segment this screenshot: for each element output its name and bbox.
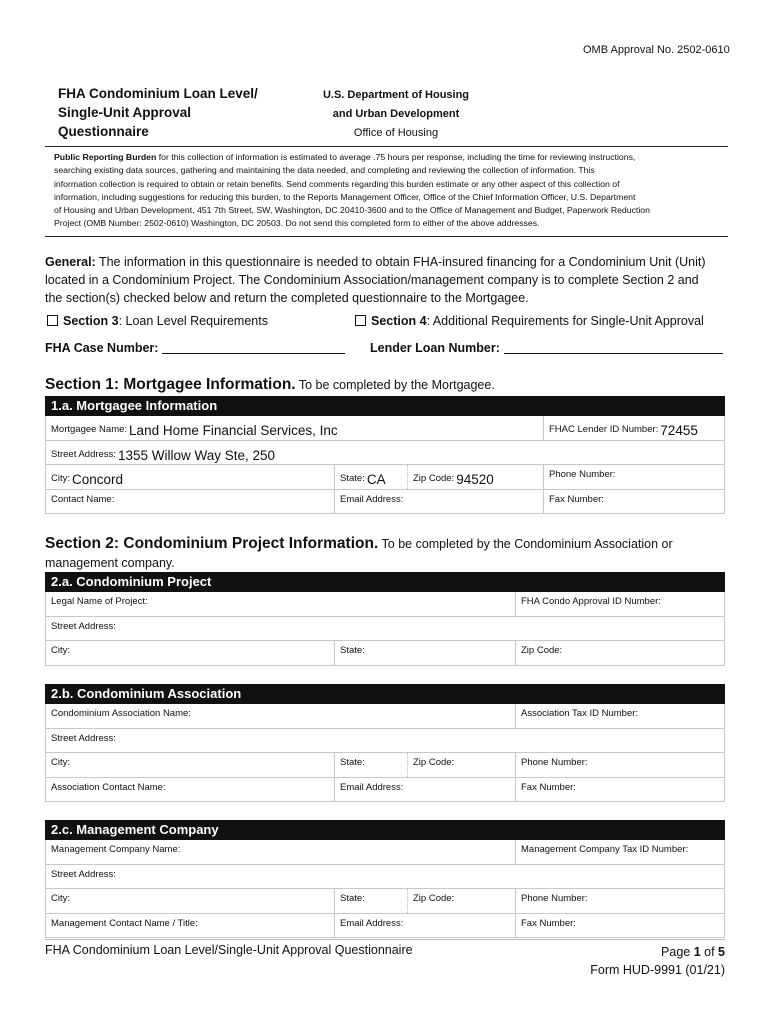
- association-phone-label: Phone Number:: [521, 757, 588, 768]
- mortgagee-zip-cell[interactable]: [407, 465, 543, 489]
- section4-text: : Additional Requirements for Single-Unit Approval: [426, 314, 704, 328]
- association-phone-cell[interactable]: [515, 753, 724, 777]
- mortgagee-street-label: Street Address:: [51, 448, 116, 460]
- section2a-bar: 2.a. Condominium Project: [45, 572, 725, 592]
- project-row-1: [46, 592, 724, 617]
- burden-line-5: of Housing and Urban Development, 451 7th Street, SW, Washington, DC 20410-3600 and to the Office of Management and Budget, Paperwork Reduction: [54, 205, 650, 216]
- management-name-label: Management Company Name:: [51, 844, 181, 855]
- burden-line-3: information collection is required to obtain or retain benefits. Send comments regarding this burden estimate or any other aspect of this collection of: [54, 178, 620, 189]
- association-name-cell[interactable]: [46, 704, 515, 728]
- page-current: 1: [693, 945, 701, 959]
- project-legal-name-cell[interactable]: [46, 592, 515, 616]
- management-row-1: [46, 840, 724, 865]
- mortgagee-state-cell[interactable]: [334, 465, 407, 489]
- agency-block: [300, 86, 492, 143]
- management-company-table: [45, 840, 725, 938]
- mortgagee-name-label: Mortgagee Name:: [51, 424, 128, 435]
- section3-option: [47, 314, 268, 328]
- mortgagee-email-cell[interactable]: [334, 490, 543, 514]
- section3-bold: Section 3: [63, 314, 119, 328]
- omb-approval-number: OMB Approval No. 2502-0610: [583, 44, 730, 56]
- mortgagee-zip-value: 94520: [456, 472, 494, 487]
- burden-text-1: for this collection of information is estimated to average .75 hours per response, including the time for reviewing instructions,: [156, 152, 636, 162]
- mortgagee-contact-label: Contact Name:: [51, 493, 115, 505]
- agency-line-3: Office of Housing: [353, 127, 439, 139]
- management-name-cell[interactable]: [46, 840, 515, 864]
- association-fax-cell[interactable]: [515, 778, 724, 802]
- burden-label: Public Reporting Burden: [54, 152, 157, 162]
- management-zip-cell[interactable]: [407, 889, 515, 913]
- management-city-cell[interactable]: [46, 889, 334, 913]
- fha-case-number-label: FHA Case Number:: [45, 341, 159, 355]
- mortgagee-fax-label: Fax Number:: [549, 493, 604, 505]
- project-state-cell[interactable]: [334, 641, 515, 665]
- project-zip-cell[interactable]: [515, 641, 724, 665]
- section3-text: : Loan Level Requirements: [118, 314, 268, 328]
- project-row-2: [46, 617, 724, 642]
- condo-project-table: [45, 592, 725, 666]
- association-row-3: [46, 753, 724, 778]
- management-contact-label: Management Contact Name / Title:: [51, 917, 198, 929]
- association-zip-cell[interactable]: [407, 753, 515, 777]
- lender-loan-number-label: Lender Loan Number:: [370, 341, 500, 355]
- mortgagee-zip-label: Zip Code:: [413, 473, 455, 484]
- fha-case-number-input[interactable]: [162, 342, 345, 354]
- lender-id-value: 72455: [660, 423, 698, 438]
- association-email-cell[interactable]: [334, 778, 515, 802]
- lender-id-label: FHAC Lender ID Number:: [549, 424, 659, 435]
- management-zip-label: Zip Code:: [413, 893, 455, 904]
- association-zip-label: Zip Code:: [413, 757, 455, 768]
- agency-line-2: and Urban Development: [332, 108, 460, 120]
- fha-case-number-field: [45, 341, 345, 355]
- project-row-3: [46, 641, 724, 666]
- mortgagee-info-table: [45, 416, 725, 514]
- mortgagee-city-value: Concord: [72, 472, 124, 487]
- project-condo-id-cell[interactable]: [515, 592, 724, 616]
- management-street-cell[interactable]: [46, 865, 724, 889]
- general-line-3: the section(s) checked below and return the completed questionnaire to the Mortgagee.: [45, 291, 529, 305]
- mortgagee-row-1: [46, 416, 724, 441]
- association-city-label: City:: [51, 757, 70, 768]
- section2-heading: [45, 534, 673, 554]
- management-row-4: [46, 914, 724, 939]
- management-state-label: State:: [340, 893, 365, 904]
- management-fax-label: Fax Number:: [521, 917, 576, 929]
- mortgagee-city-label: City:: [51, 473, 70, 484]
- burden-line-6: Project (OMB Number: 2502-0610) Washington, DC 20503. Do not send this completed form to either of the above addresses.: [54, 218, 540, 229]
- section1-note: To be completed by the Mortgagee.: [295, 378, 495, 392]
- project-city-cell[interactable]: [46, 641, 334, 665]
- form-title-line-2: Single-Unit Approval: [58, 105, 192, 120]
- association-city-cell[interactable]: [46, 753, 334, 777]
- management-tax-id-cell[interactable]: [515, 840, 724, 864]
- general-line-2: located in a Condominium Project. The Condominium Association/management company is to complete Section 2 and: [45, 273, 699, 287]
- section4-bold: Section 4: [371, 314, 427, 328]
- section3-checkbox[interactable]: [47, 315, 58, 326]
- project-zip-label: Zip Code:: [521, 645, 563, 656]
- lender-loan-number-field: [370, 341, 723, 355]
- mortgagee-row-3: [46, 465, 724, 490]
- mortgagee-name-cell[interactable]: [46, 416, 543, 440]
- footer-form-id: Form HUD-9991 (01/21): [590, 963, 725, 977]
- mortgagee-contact-cell[interactable]: [46, 490, 334, 514]
- management-city-label: City:: [51, 893, 70, 904]
- association-row-2: [46, 729, 724, 754]
- section2c-bar: 2.c. Management Company: [45, 820, 725, 840]
- page-total: 5: [718, 945, 725, 959]
- mortgagee-name-value: Land Home Financial Services, Inc: [129, 423, 338, 438]
- management-state-cell[interactable]: [334, 889, 407, 913]
- management-tax-id-label: Management Company Tax ID Number:: [521, 844, 689, 855]
- public-reporting-burden: [45, 146, 728, 237]
- mortgagee-phone-cell[interactable]: [543, 465, 724, 489]
- form-title-line-3: Questionnaire: [58, 124, 149, 139]
- section4-checkbox[interactable]: [355, 315, 366, 326]
- association-tax-id-cell[interactable]: [515, 704, 724, 728]
- management-contact-cell[interactable]: [46, 914, 334, 938]
- condo-association-table: [45, 704, 725, 802]
- page-of: of: [700, 945, 719, 959]
- project-street-cell[interactable]: [46, 617, 724, 641]
- mortgagee-fax-cell[interactable]: [543, 490, 724, 514]
- management-phone-cell[interactable]: [515, 889, 724, 913]
- project-legal-name-label: Legal Name of Project:: [51, 596, 148, 607]
- mortgagee-row-4: [46, 490, 724, 515]
- association-name-label: Condominium Association Name:: [51, 708, 191, 719]
- page-prefix: Page: [661, 945, 694, 959]
- management-email-label: Email Address:: [340, 917, 404, 929]
- project-state-label: State:: [340, 645, 365, 656]
- agency-line-1: U.S. Department of Housing: [322, 89, 470, 101]
- burden-line-1: [54, 151, 718, 164]
- section1-heading: [45, 376, 495, 394]
- association-fax-label: Fax Number:: [521, 781, 576, 793]
- mortgagee-row-2: [46, 441, 724, 466]
- footer-page-info: [560, 943, 725, 979]
- management-fax-cell[interactable]: [515, 914, 724, 938]
- section2b-bar: 2.b. Condominium Association: [45, 684, 725, 704]
- project-street-label: Street Address:: [51, 620, 116, 632]
- footer-form-name: FHA Condominium Loan Level/Single-Unit Approval Questionnaire: [45, 943, 413, 957]
- section2-note-2: management company.: [45, 556, 175, 570]
- management-row-3: [46, 889, 724, 914]
- association-row-1: [46, 704, 724, 729]
- project-city-label: City:: [51, 645, 70, 656]
- general-instructions: [45, 253, 735, 307]
- burden-line-4: information, including suggestions for reducing this burden, to the Reports Management Officer, Office of the Chief Information Officer, U.S. Department: [54, 191, 636, 202]
- association-contact-cell[interactable]: [46, 778, 334, 802]
- mortgagee-street-cell[interactable]: [46, 441, 724, 465]
- management-email-cell[interactable]: [334, 914, 515, 938]
- association-street-cell[interactable]: [46, 729, 724, 753]
- section2-title: Section 2: Condominium Project Information.: [45, 535, 379, 552]
- management-phone-label: Phone Number:: [521, 893, 588, 904]
- association-state-label: State:: [340, 757, 365, 768]
- section4-option: [355, 314, 704, 328]
- management-row-2: [46, 865, 724, 890]
- management-street-label: Street Address:: [51, 868, 116, 880]
- footer-divider: [45, 939, 725, 940]
- section2-note-1: To be completed by the Condominium Association or: [378, 537, 673, 551]
- general-text-1: The information in this questionnaire is needed to obtain FHA-insured financing for a Condominium Unit (Unit): [95, 255, 706, 269]
- form-title-line-1: FHA Condominium Loan Level/: [58, 86, 258, 101]
- burden-line-2: searching existing data sources, gathering and maintaining the data needed, and completing and reviewing the collection of information. This: [54, 165, 595, 176]
- mortgagee-street-value: 1355 Willow Way Ste, 250: [117, 447, 276, 463]
- lender-id-cell[interactable]: [543, 416, 724, 440]
- association-contact-label: Association Contact Name:: [51, 781, 166, 793]
- general-line-1: [45, 253, 735, 271]
- association-street-label: Street Address:: [51, 732, 116, 744]
- mortgagee-phone-label: Phone Number:: [549, 469, 616, 480]
- project-condo-id-label: FHA Condo Approval ID Number:: [521, 596, 661, 607]
- general-label: General:: [45, 255, 96, 269]
- mortgagee-state-label: State:: [340, 473, 365, 484]
- association-tax-id-label: Association Tax ID Number:: [521, 708, 639, 719]
- mortgagee-email-label: Email Address:: [340, 493, 404, 505]
- association-state-cell[interactable]: [334, 753, 407, 777]
- section1-title: Section 1: Mortgagee Information.: [45, 376, 296, 393]
- lender-loan-number-input[interactable]: [504, 342, 723, 354]
- mortgagee-city-cell[interactable]: [46, 465, 334, 489]
- form-title: [58, 84, 288, 141]
- association-row-4: [46, 778, 724, 803]
- section1a-bar: 1.a. Mortgagee Information: [45, 396, 725, 416]
- footer-page-number: [560, 943, 725, 961]
- mortgagee-state-value: CA: [366, 472, 386, 487]
- association-email-label: Email Address:: [340, 781, 404, 793]
